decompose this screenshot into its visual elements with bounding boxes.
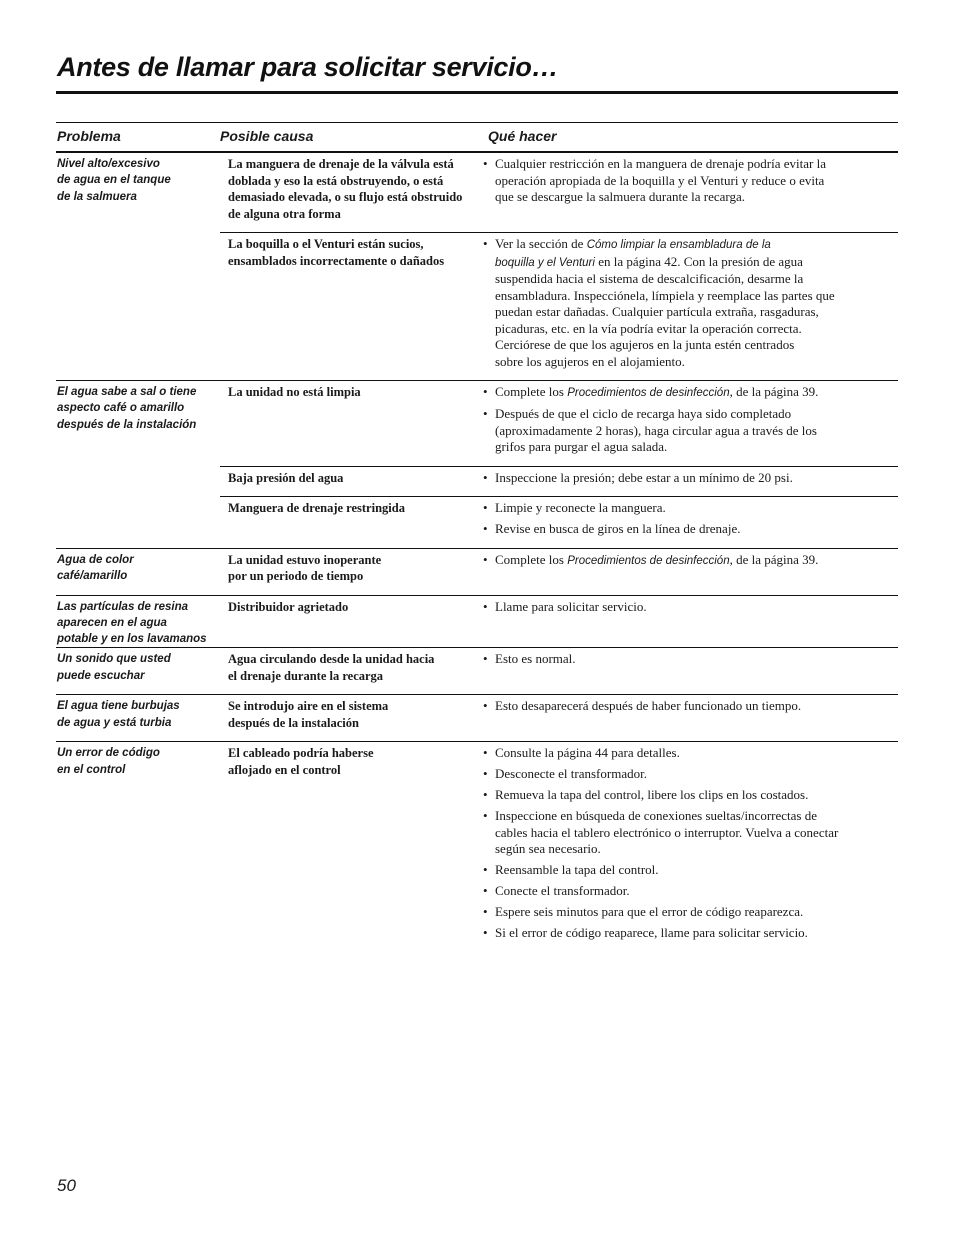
bullet-icon: •: [483, 469, 488, 485]
problem-group: [56, 695, 898, 742]
problem-label: Las partículas de resina aparecen en el agua potable y en los lavamanos: [57, 600, 207, 646]
action-text-part: Ver la sección de: [495, 236, 587, 251]
reference-title: Cómo limpiar la ensambladura de la boquilla y el Venturi: [495, 239, 771, 269]
action-item: [481, 599, 898, 616]
action-text: [495, 862, 659, 879]
action-text: [495, 500, 666, 517]
table-row: [220, 648, 898, 694]
action-item: [481, 156, 898, 206]
action-text-part: Esto desaparecerá después de haber funcionado un tiempo.: [495, 698, 802, 714]
page-title: Antes de llamar para solicitar servicio…: [57, 52, 559, 82]
bullet-icon: •: [483, 521, 488, 536]
action-text: [495, 156, 826, 206]
table-row: [220, 466, 898, 497]
problem-group: [56, 381, 898, 549]
problem-label: Un sonido que usted puede escuchar: [57, 653, 171, 682]
reference-title: Procedimientos de desinfección: [567, 387, 730, 399]
problem-group: [56, 742, 898, 952]
bullet-icon: •: [483, 883, 488, 899]
action-text: [495, 470, 793, 487]
action-list: [481, 549, 898, 595]
action-item: [481, 766, 898, 783]
cause-text: Manguera de drenaje restringida: [228, 501, 405, 515]
action-text: [495, 698, 801, 715]
problem-group: [56, 596, 898, 649]
problem-label: El agua tiene burbujas de agua y está turbia: [57, 700, 180, 729]
bullet-icon: •: [483, 808, 488, 824]
action-text: [495, 745, 680, 762]
action-item: [481, 698, 898, 715]
table-row: [220, 232, 898, 380]
action-text-part: Espere seis minutos para que el error de código reaparezca.: [495, 904, 804, 920]
action-list: [481, 233, 898, 380]
reference-title: Procedimientos de desinfección: [567, 554, 730, 567]
table-row: [220, 549, 898, 595]
action-item: [481, 862, 898, 879]
action-text-part: , de la página 39.: [729, 384, 819, 399]
cause-list: [220, 596, 898, 648]
cause-text: La manguera de drenaje de la válvula está doblada y eso la está obstruyendo, o está demasiado elevada, o su flujo está obstruido de alguna otra forma: [228, 157, 463, 221]
action-item: [481, 745, 898, 762]
action-text-part: Después de que el ciclo de recarga haya sido completado (aproximadamente 2 horas), haga circular agua a través de los grifos para purgar el agua salada.: [495, 406, 817, 454]
action-text: [495, 925, 808, 942]
cause-text: Se introdujo aire en el sistema después de la instalación: [228, 699, 389, 730]
action-text-part: Inspeccione en búsqueda de conexiones sueltas/incorrectas de cables hacia el tablero electrónico o interruptor. Vuelva a conectar según sea necesario.: [495, 808, 839, 857]
action-text-part: en la página 42. Con la presión de agua suspendida hacia el sistema de descalcificación, desarme la ensambladura. Inspecciónela, límpiela y reemplace las partes que puedan estar dañadas. Cualquier partícula extraña, rasgaduras, picaduras, etc. en la vía podría evitar la operación correcta. Cerciórese de que los agujeros en la junta estén centrados sobre los agujeros en el alojamiento.: [495, 253, 835, 369]
bullet-icon: •: [483, 925, 488, 941]
action-text: [495, 599, 647, 616]
cause-text: Agua circulando desde la unidad hacia el drenaje durante la recarga: [228, 652, 435, 683]
bullet-icon: •: [483, 384, 488, 399]
action-text-part: Cualquier restricción en la manguera de drenaje podría evitar la operación apropiada de la boquilla y el Venturi y reduce o evita que se descargue la salmuera durante la recarga.: [495, 156, 826, 204]
bullet-icon: •: [483, 598, 488, 614]
action-text-part: Complete los: [495, 551, 568, 567]
action-item: [481, 883, 898, 900]
action-text: [495, 904, 803, 921]
table-row: [220, 695, 898, 741]
action-list: [481, 381, 898, 466]
action-item: [481, 808, 898, 858]
problem-label: El agua sabe a sal o tiene aspecto café o amarillo después de la instalación: [57, 386, 197, 431]
header-action: Qué hacer: [488, 128, 557, 144]
action-item: [481, 651, 898, 668]
action-list: [481, 497, 898, 548]
action-list: [481, 153, 898, 232]
action-text: [495, 787, 808, 804]
action-list: [481, 467, 898, 497]
action-text-part: Remueva la tapa del control, libere los clips en los costados.: [495, 787, 809, 803]
action-text: [495, 236, 835, 370]
bullet-icon: •: [483, 500, 488, 515]
problem-group: [56, 153, 898, 381]
action-item: [481, 521, 898, 538]
action-text-part: Limpie y reconecte la manguera.: [495, 500, 666, 515]
action-item: [481, 904, 898, 921]
action-text: [495, 808, 838, 858]
action-item: [481, 500, 898, 517]
action-text-part: Complete los: [495, 384, 568, 399]
table-row: [220, 153, 898, 232]
action-text: [495, 406, 817, 456]
troubleshooting-table: [56, 122, 898, 952]
cause-list: [220, 549, 898, 595]
cause-list: [220, 742, 898, 952]
table-row: [220, 742, 898, 952]
action-text-part: Consulte la página 44 para detalles.: [495, 745, 680, 761]
title-rule: [56, 91, 898, 94]
action-item: [481, 406, 898, 456]
action-text: [495, 651, 576, 668]
action-text: [495, 521, 740, 538]
action-text-part: Reensamble la tapa del control.: [495, 862, 659, 878]
action-text-part: Si el error de código reaparece, llame para solicitar servicio.: [495, 925, 808, 941]
action-list: [481, 742, 898, 952]
bullet-icon: •: [483, 862, 488, 878]
cause-text: Baja presión del agua: [228, 470, 344, 485]
action-list: [481, 695, 898, 741]
problem-label: Un error de código en el control: [57, 747, 160, 776]
cause-text: El cableado podría haberse aflojado en el control: [228, 746, 374, 777]
action-text: [495, 883, 630, 900]
cause-text: Distribuidor agrietado: [228, 599, 349, 614]
problem-group: [56, 648, 898, 695]
cause-text: La unidad no está limpia: [228, 385, 361, 399]
bullet-icon: •: [483, 236, 488, 251]
bullet-icon: •: [483, 766, 488, 782]
bullet-icon: •: [483, 551, 488, 567]
cause-text: La unidad estuvo inoperante por un periodo de tiempo: [228, 552, 382, 583]
action-list: [481, 648, 898, 694]
table-row: [220, 381, 898, 466]
action-text: [495, 766, 647, 783]
header-cause: Posible causa: [220, 128, 314, 144]
bullet-icon: •: [483, 156, 488, 171]
action-list: [481, 596, 898, 626]
table-header: [56, 122, 898, 153]
action-text-part: Conecte el transformador.: [495, 883, 630, 899]
action-item: [481, 787, 898, 804]
action-item: [481, 552, 898, 570]
problem-label: Nivel alto/excesivo de agua en el tanque de la salmuera: [57, 158, 171, 203]
cause-list: [220, 695, 898, 741]
action-text-part: Llame para solicitar servicio.: [495, 598, 647, 614]
problem-group: [56, 549, 898, 596]
bullet-icon: •: [483, 698, 488, 714]
table-row: [220, 596, 898, 626]
table-body: [56, 153, 898, 952]
action-text-part: , de la página 39.: [729, 551, 819, 567]
action-text-part: Esto es normal.: [495, 651, 576, 667]
action-text-part: Revise en busca de giros en la línea de drenaje.: [495, 521, 741, 536]
bullet-icon: •: [483, 406, 488, 421]
bullet-icon: •: [483, 904, 488, 920]
cause-list: [220, 153, 898, 380]
action-item: [481, 236, 898, 370]
action-item: [481, 470, 898, 487]
header-problem: Problema: [57, 128, 121, 144]
cause-text: La boquilla o el Venturi están sucios, ensamblados incorrectamente o dañados: [228, 237, 445, 268]
cause-list: [220, 381, 898, 548]
action-text-part: Inspeccione la presión; debe estar a un mínimo de 20 psi.: [495, 469, 793, 485]
action-item: [481, 925, 898, 942]
bullet-icon: •: [483, 787, 488, 803]
bullet-icon: •: [483, 745, 488, 761]
page-number: 50: [57, 1176, 76, 1195]
cause-list: [220, 648, 898, 694]
action-text-part: Desconecte el transformador.: [495, 766, 647, 782]
problem-label: Agua de color café/amarillo: [57, 553, 134, 582]
action-text: [495, 384, 818, 402]
action-item: [481, 384, 898, 402]
table-row: [220, 496, 898, 548]
action-text: [495, 552, 818, 570]
bullet-icon: •: [483, 651, 488, 667]
